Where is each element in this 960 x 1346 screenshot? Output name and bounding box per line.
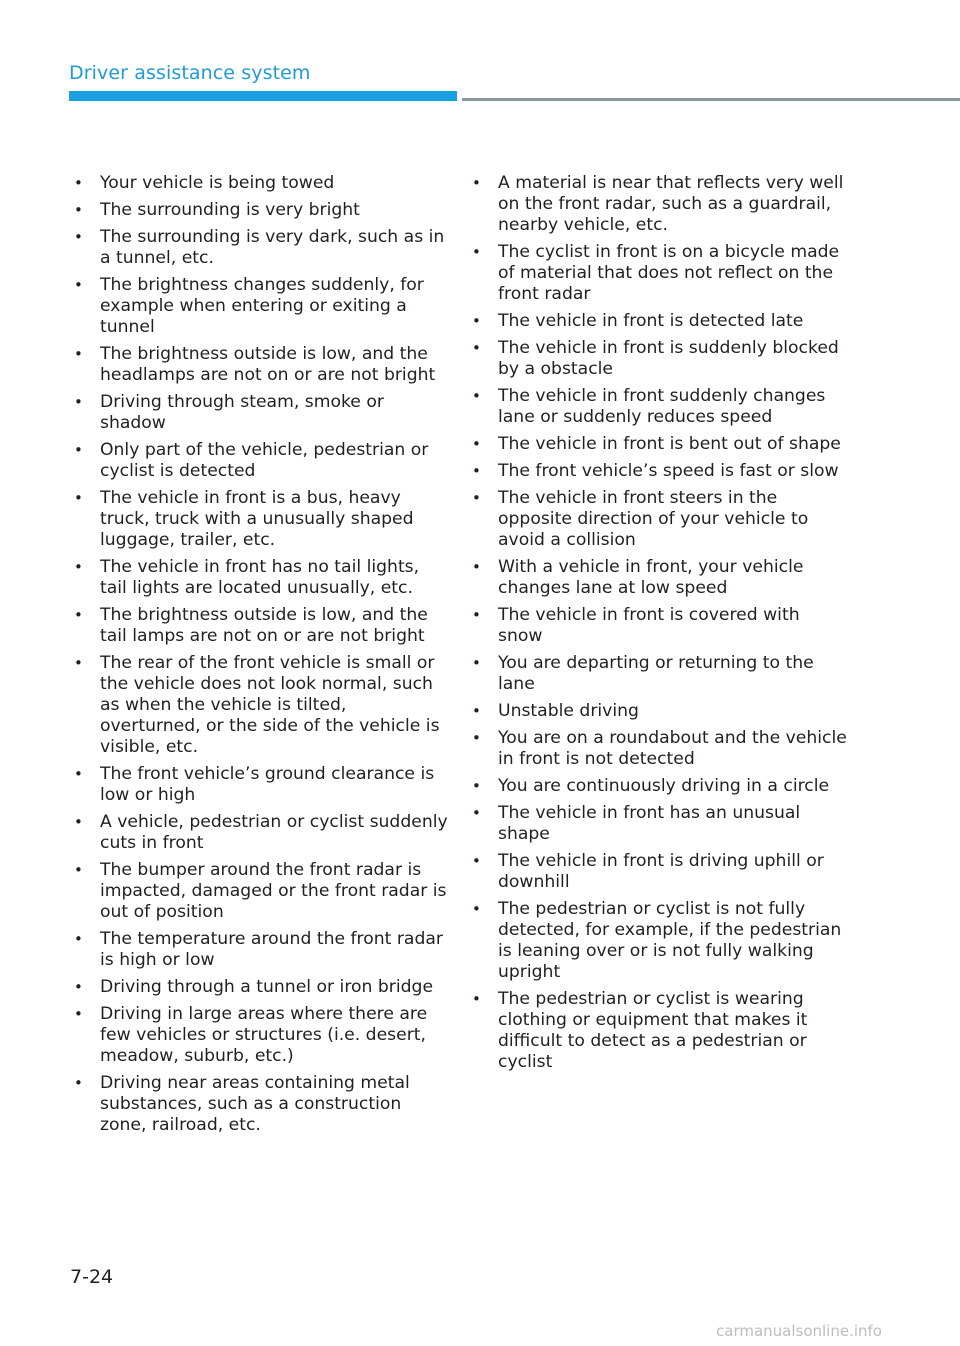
list-item-text: The pedestrian or cyclist is wearing clothing or equipment that makes it difficult to detect as a pedestrian or cyclist bbox=[498, 989, 808, 1072]
bullet-icon: • bbox=[472, 729, 481, 747]
list-item-text: The vehicle in front steers in the opposite direction of your vehicle to avoid a collision bbox=[498, 488, 809, 550]
list-item bbox=[74, 1004, 448, 1067]
bullet-icon: • bbox=[74, 606, 83, 624]
list-item-text: You are on a roundabout and the vehicle in front is not detected bbox=[498, 728, 847, 769]
list-item-text: The vehicle in front is suddenly blocked by a obstacle bbox=[498, 338, 839, 379]
bullet-icon: • bbox=[472, 339, 481, 357]
list-item-text: The brightness outside is low, and the tail lamps are not on or are not bright bbox=[100, 605, 428, 646]
list-item bbox=[74, 977, 448, 998]
bullet-icon: • bbox=[472, 558, 481, 576]
left-bullet-list bbox=[74, 173, 448, 1142]
bullet-icon: • bbox=[74, 228, 83, 246]
bullet-icon: • bbox=[472, 387, 481, 405]
list-item bbox=[472, 242, 848, 305]
bullet-icon: • bbox=[74, 1074, 83, 1092]
list-item-text: With a vehicle in front, your vehicle changes lane at low speed bbox=[498, 557, 804, 598]
list-item bbox=[74, 275, 448, 338]
list-item-text: The rear of the front vehicle is small or the vehicle does not look normal, such as when the vehicle is tilted, overturned, or the side of the vehicle is visible, etc. bbox=[100, 653, 440, 757]
list-item bbox=[472, 173, 848, 236]
list-item bbox=[472, 728, 848, 770]
bullet-icon: • bbox=[74, 345, 83, 363]
list-item bbox=[74, 764, 448, 806]
bullet-icon: • bbox=[74, 393, 83, 411]
list-item bbox=[472, 434, 848, 455]
list-item bbox=[74, 860, 448, 923]
list-item bbox=[472, 488, 848, 551]
list-item-text: The front vehicle’s speed is fast or slow bbox=[498, 461, 839, 481]
list-item bbox=[74, 929, 448, 971]
list-item-text: The vehicle in front is driving uphill or downhill bbox=[498, 851, 824, 892]
list-item-text: The vehicle in front has no tail lights, tail lights are located unusually, etc. bbox=[100, 557, 420, 598]
bullet-icon: • bbox=[472, 243, 481, 261]
bullet-icon: • bbox=[472, 852, 481, 870]
header-rule bbox=[462, 98, 960, 101]
list-item-text: Unstable driving bbox=[498, 701, 639, 721]
list-item-text: Driving near areas containing metal substances, such as a construction zone, railroad, etc. bbox=[100, 1073, 410, 1135]
bullet-icon: • bbox=[472, 462, 481, 480]
list-item bbox=[74, 812, 448, 854]
bullet-icon: • bbox=[74, 558, 83, 576]
bullet-icon: • bbox=[74, 174, 83, 192]
bullet-icon: • bbox=[74, 276, 83, 294]
list-item-text: The vehicle in front has an unusual shape bbox=[498, 803, 801, 844]
list-item bbox=[74, 605, 448, 647]
list-item bbox=[472, 653, 848, 695]
list-item bbox=[74, 1073, 448, 1136]
list-item-text: The surrounding is very bright bbox=[100, 200, 360, 220]
list-item-text: Driving through steam, smoke or shadow bbox=[100, 392, 384, 433]
list-item bbox=[472, 338, 848, 380]
list-item-text: The front vehicle’s ground clearance is low or high bbox=[100, 764, 435, 805]
bullet-icon: • bbox=[472, 435, 481, 453]
list-item bbox=[74, 488, 448, 551]
list-item bbox=[74, 227, 448, 269]
bullet-icon: • bbox=[472, 174, 481, 192]
bullet-icon: • bbox=[74, 1005, 83, 1023]
bullet-icon: • bbox=[74, 201, 83, 219]
list-item bbox=[74, 344, 448, 386]
list-item bbox=[74, 653, 448, 758]
page-number: 7-24 bbox=[70, 1266, 114, 1288]
list-item-text: The surrounding is very dark, such as in a tunnel, etc. bbox=[100, 227, 445, 268]
list-item bbox=[472, 311, 848, 332]
section-title: Driver assistance system bbox=[69, 62, 311, 84]
list-item-text: The pedestrian or cyclist is not fully detected, for example, if the pedestrian is leaning over or is not fully walking upright bbox=[498, 899, 842, 982]
list-item-text: Driving in large areas where there are few vehicles or structures (i.e. desert, meadow, suburb, etc.) bbox=[100, 1004, 428, 1066]
list-item bbox=[472, 776, 848, 797]
list-item bbox=[472, 557, 848, 599]
list-item-text: The cyclist in front is on a bicycle made of material that does not reflect on the front radar bbox=[498, 242, 840, 304]
bullet-icon: • bbox=[472, 990, 481, 1008]
list-item bbox=[74, 200, 448, 221]
bullet-icon: • bbox=[472, 900, 481, 918]
list-item-text: The vehicle in front is covered with snow bbox=[498, 605, 800, 646]
list-item bbox=[74, 440, 448, 482]
bullet-icon: • bbox=[74, 813, 83, 831]
list-item-text: Your vehicle is being towed bbox=[100, 173, 335, 193]
bullet-icon: • bbox=[74, 441, 83, 459]
list-item-text: The vehicle in front is detected late bbox=[498, 311, 804, 331]
list-item-text: A vehicle, pedestrian or cyclist suddenly cuts in front bbox=[100, 812, 448, 853]
bullet-icon: • bbox=[74, 489, 83, 507]
list-item-text: The temperature around the front radar is high or low bbox=[100, 929, 443, 970]
list-item-text: You are continuously driving in a circle bbox=[498, 776, 830, 796]
bullet-icon: • bbox=[74, 654, 83, 672]
list-item bbox=[472, 899, 848, 983]
list-item-text: The brightness changes suddenly, for example when entering or exiting a tunnel bbox=[100, 275, 424, 337]
list-item bbox=[472, 701, 848, 722]
bullet-icon: • bbox=[74, 861, 83, 879]
list-item bbox=[472, 989, 848, 1073]
right-bullet-list bbox=[472, 173, 848, 1079]
list-item bbox=[472, 851, 848, 893]
bullet-icon: • bbox=[472, 606, 481, 624]
bullet-icon: • bbox=[472, 702, 481, 720]
bullet-icon: • bbox=[472, 777, 481, 795]
bullet-icon: • bbox=[472, 312, 481, 330]
list-item bbox=[74, 173, 448, 194]
bullet-icon: • bbox=[472, 654, 481, 672]
bullet-icon: • bbox=[74, 930, 83, 948]
list-item bbox=[472, 386, 848, 428]
bullet-icon: • bbox=[472, 489, 481, 507]
list-item-text: You are departing or returning to the lane bbox=[498, 653, 814, 694]
list-item bbox=[472, 605, 848, 647]
list-item bbox=[74, 392, 448, 434]
list-item-text: Driving through a tunnel or iron bridge bbox=[100, 977, 434, 997]
list-item bbox=[472, 461, 848, 482]
list-item-text: The vehicle in front is a bus, heavy truck, truck with a unusually shaped luggage, trailer, etc. bbox=[100, 488, 414, 550]
list-item-text: The brightness outside is low, and the headlamps are not on or are not bright bbox=[100, 344, 436, 385]
list-item-text: A material is near that reflects very well on the front radar, such as a guardrail, nearby vehicle, etc. bbox=[498, 173, 844, 235]
bullet-icon: • bbox=[74, 978, 83, 996]
list-item-text: The vehicle in front suddenly changes lane or suddenly reduces speed bbox=[498, 386, 826, 427]
watermark-link[interactable]: carmanualsonline.info bbox=[716, 1322, 882, 1340]
list-item bbox=[472, 803, 848, 845]
list-item-text: Only part of the vehicle, pedestrian or cyclist is detected bbox=[100, 440, 429, 481]
bullet-icon: • bbox=[74, 765, 83, 783]
header-accent-bar bbox=[69, 91, 457, 101]
list-item bbox=[74, 557, 448, 599]
bullet-icon: • bbox=[472, 804, 481, 822]
list-item-text: The vehicle in front is bent out of shape bbox=[498, 434, 841, 454]
list-item-text: The bumper around the front radar is impacted, damaged or the front radar is out of position bbox=[100, 860, 447, 922]
